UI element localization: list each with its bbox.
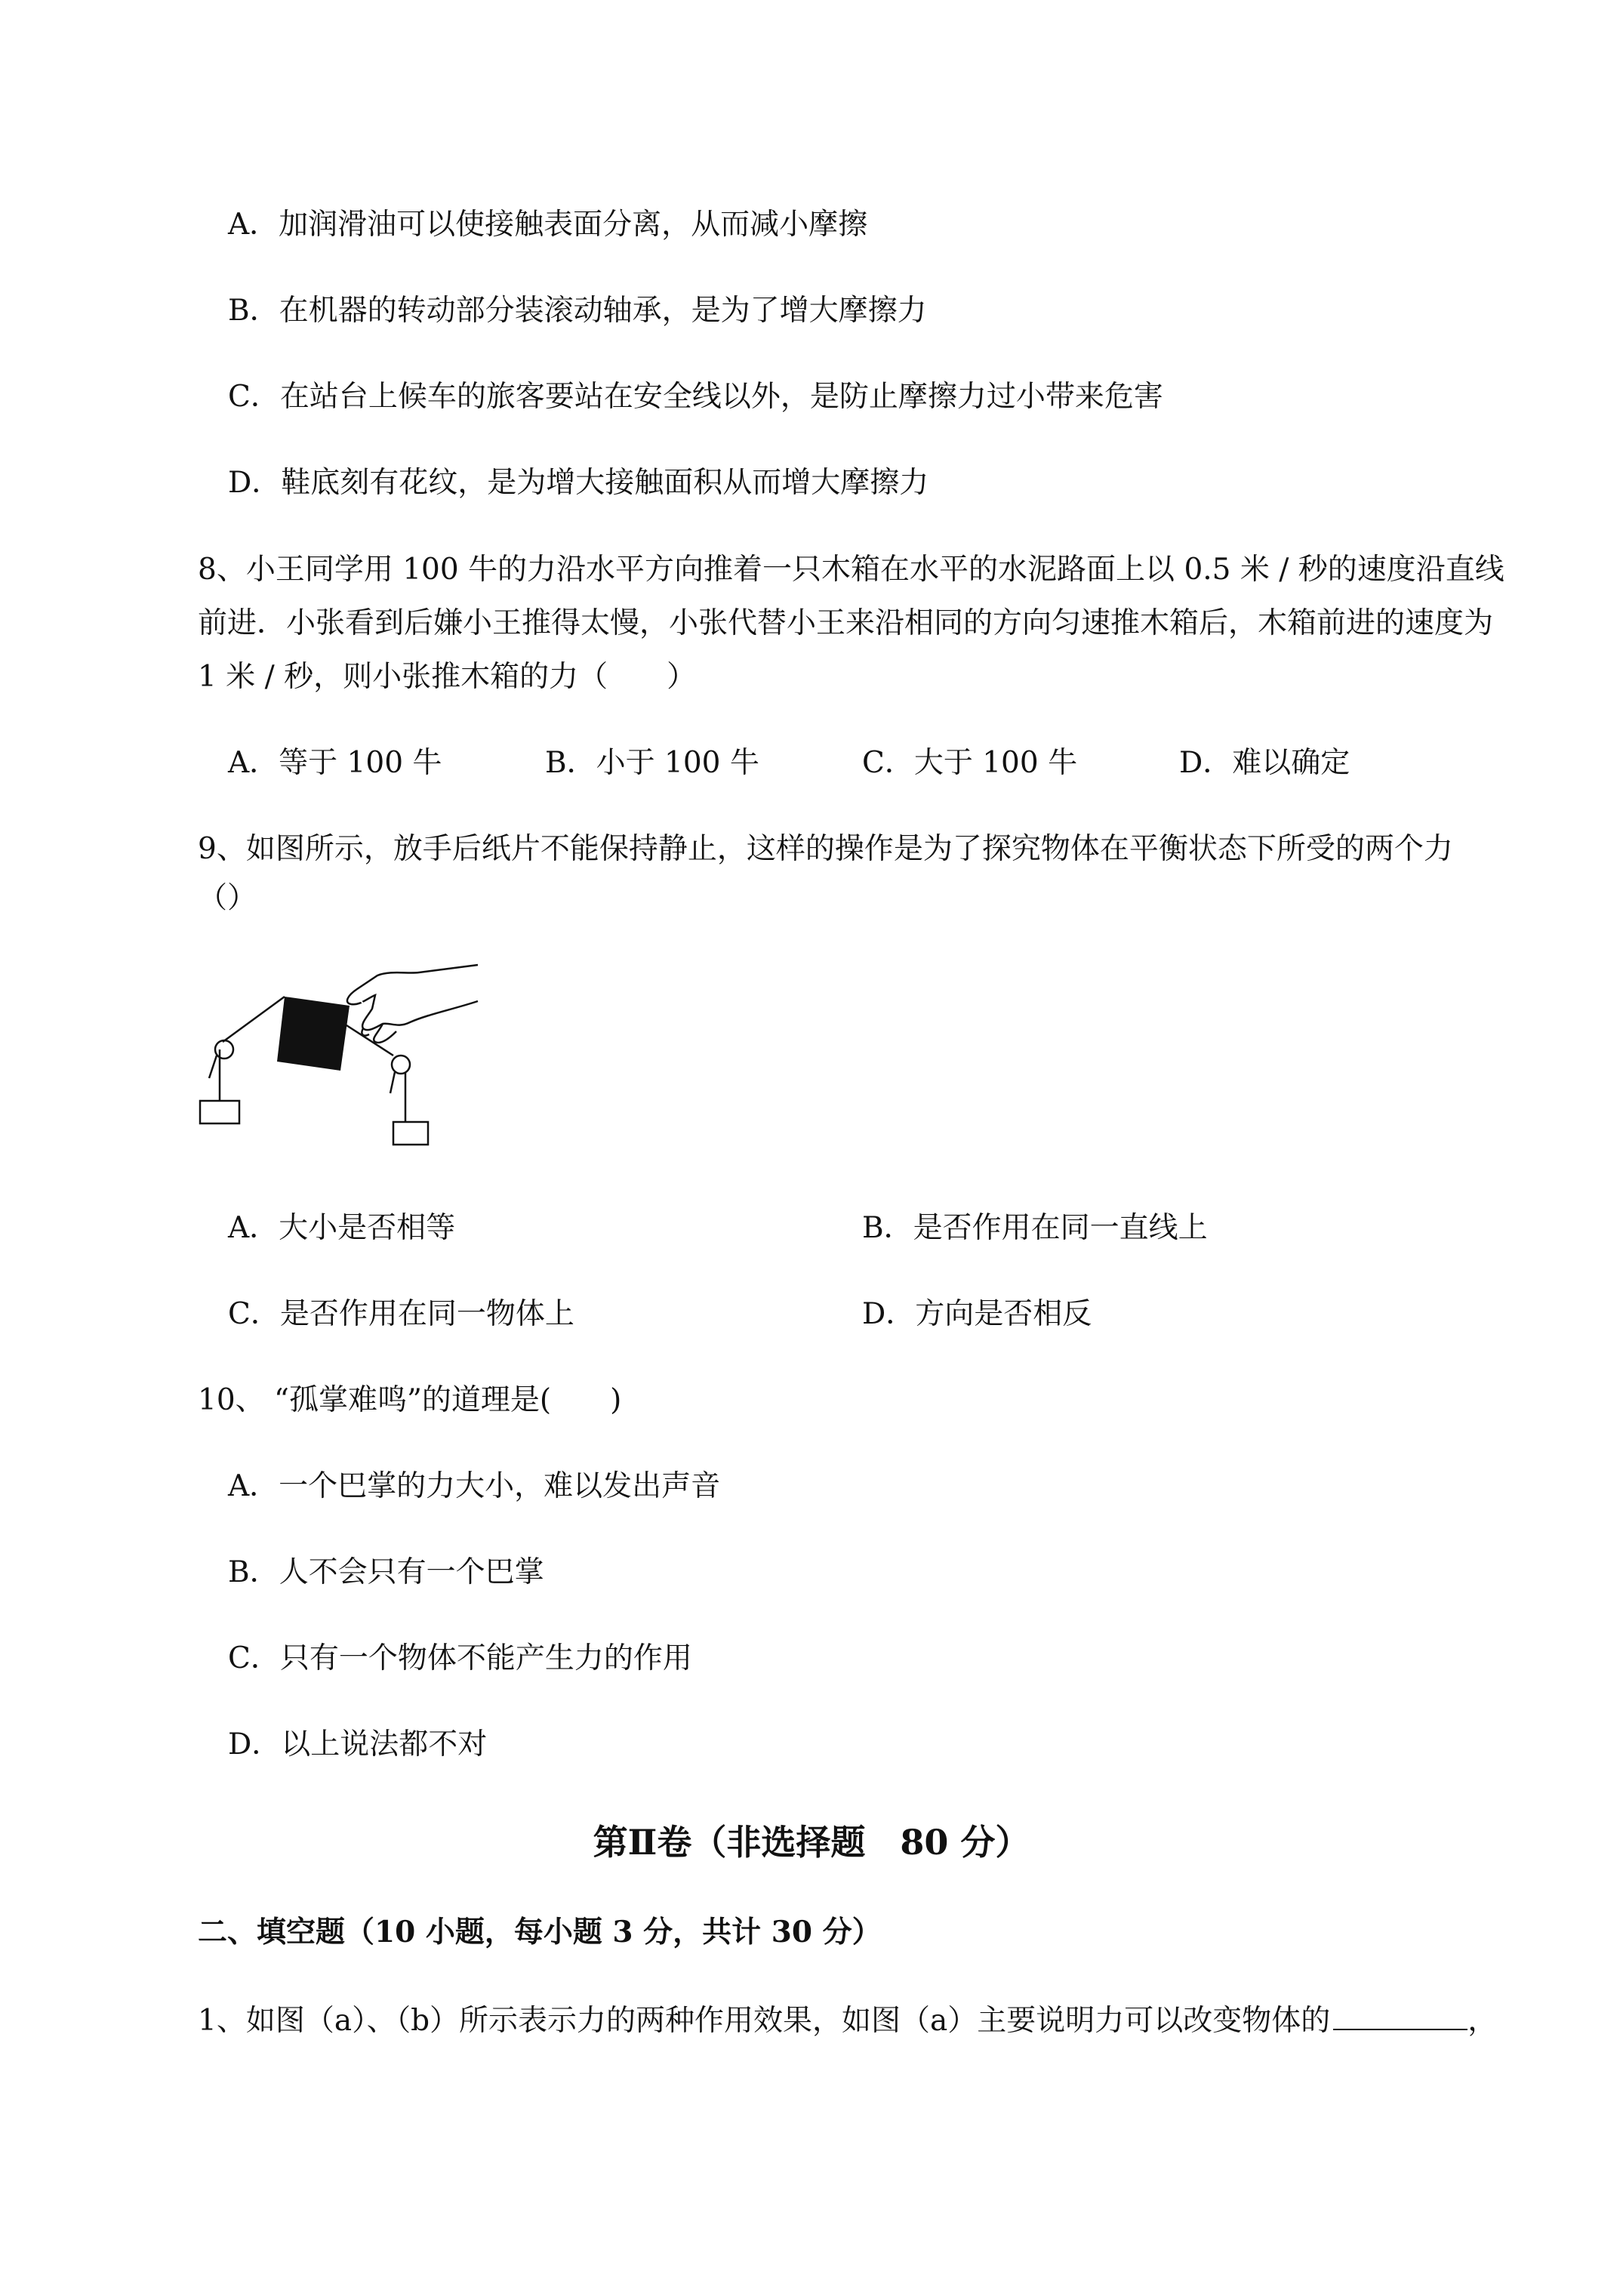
q8-option-a: A．等于 100 牛 bbox=[228, 746, 442, 780]
q7-option-c: C．在站台上候车的旅客要站在安全线以外，是防止摩擦力过小带来危害 bbox=[228, 380, 1163, 414]
q9-option-b: B．是否作用在同一直线上 bbox=[862, 1211, 1208, 1245]
q9-option-c: C．是否作用在同一物体上 bbox=[228, 1297, 574, 1331]
q8-stem-line-2: 前进．小张看到后嫌小王推得太慢，小张代替小王来沿相同的方向匀速推木箱后，木箱前进的速度为 bbox=[198, 606, 1494, 640]
q8-option-b: B．小于 100 牛 bbox=[545, 746, 759, 780]
q9-option-a: A．大小是否相等 bbox=[228, 1211, 456, 1245]
answer-blank bbox=[1333, 2000, 1467, 2030]
fill-question-1 bbox=[198, 2000, 1497, 2039]
q7-option-a: A．加润滑油可以使接触表面分离，从而减小摩擦 bbox=[228, 208, 868, 242]
q9-stem-line-2: （） bbox=[198, 881, 257, 915]
q9-stem-line-1: 9、如图所示，放手后纸片不能保持静止，这样的操作是为了探究物体在平衡状态下所受的两个力 bbox=[198, 832, 1453, 866]
q7-option-d: D．鞋底刻有花纹，是为增大接触面积从而增大摩擦力 bbox=[228, 466, 929, 500]
fill-question-1-text: 1、如图（a）、（b）所示表示力的两种作用效果，如图（a）主要说明力可以改变物体的 bbox=[198, 2004, 1331, 2038]
q9-option-d: D．方向是否相反 bbox=[862, 1297, 1092, 1331]
q8-option-c: C．大于 100 牛 bbox=[862, 746, 1078, 780]
q8-option-d: D．难以确定 bbox=[1179, 746, 1350, 780]
q7-option-b: B．在机器的转动部分装滚动轴承，是为了增大摩擦力 bbox=[228, 294, 927, 328]
q9-figure-hand-paper-pulleys bbox=[192, 959, 487, 1155]
fill-question-1-tail: ， bbox=[1467, 2004, 1498, 2038]
q10-option-a: A．一个巴掌的力大小，难以发出声音 bbox=[228, 1469, 721, 1503]
q10-stem: 10、 “孤掌难鸣”的道理是( ) bbox=[198, 1383, 622, 1417]
q10-option-d: D．以上说法都不对 bbox=[228, 1727, 488, 1761]
q10-option-b: B．人不会只有一个巴掌 bbox=[228, 1555, 544, 1589]
q8-stem-line-1: 8、小王同学用 100 牛的力沿水平方向推着一只木箱在水平的水泥路面上以 0.5 米 / 秒的速度沿直线 bbox=[198, 553, 1504, 587]
section-fill-in-title: 二、填空题（10 小题，每小题 3 分，共计 30 分） bbox=[198, 1915, 882, 1949]
q8-stem-line-3: 1 米 / 秒，则小张推木箱的力（ ） bbox=[198, 660, 697, 694]
q10-option-c: C．只有一个物体不能产生力的作用 bbox=[228, 1641, 692, 1675]
part-two-heading: 第Ⅱ卷（非选择题 80 分） bbox=[593, 1822, 1030, 1863]
